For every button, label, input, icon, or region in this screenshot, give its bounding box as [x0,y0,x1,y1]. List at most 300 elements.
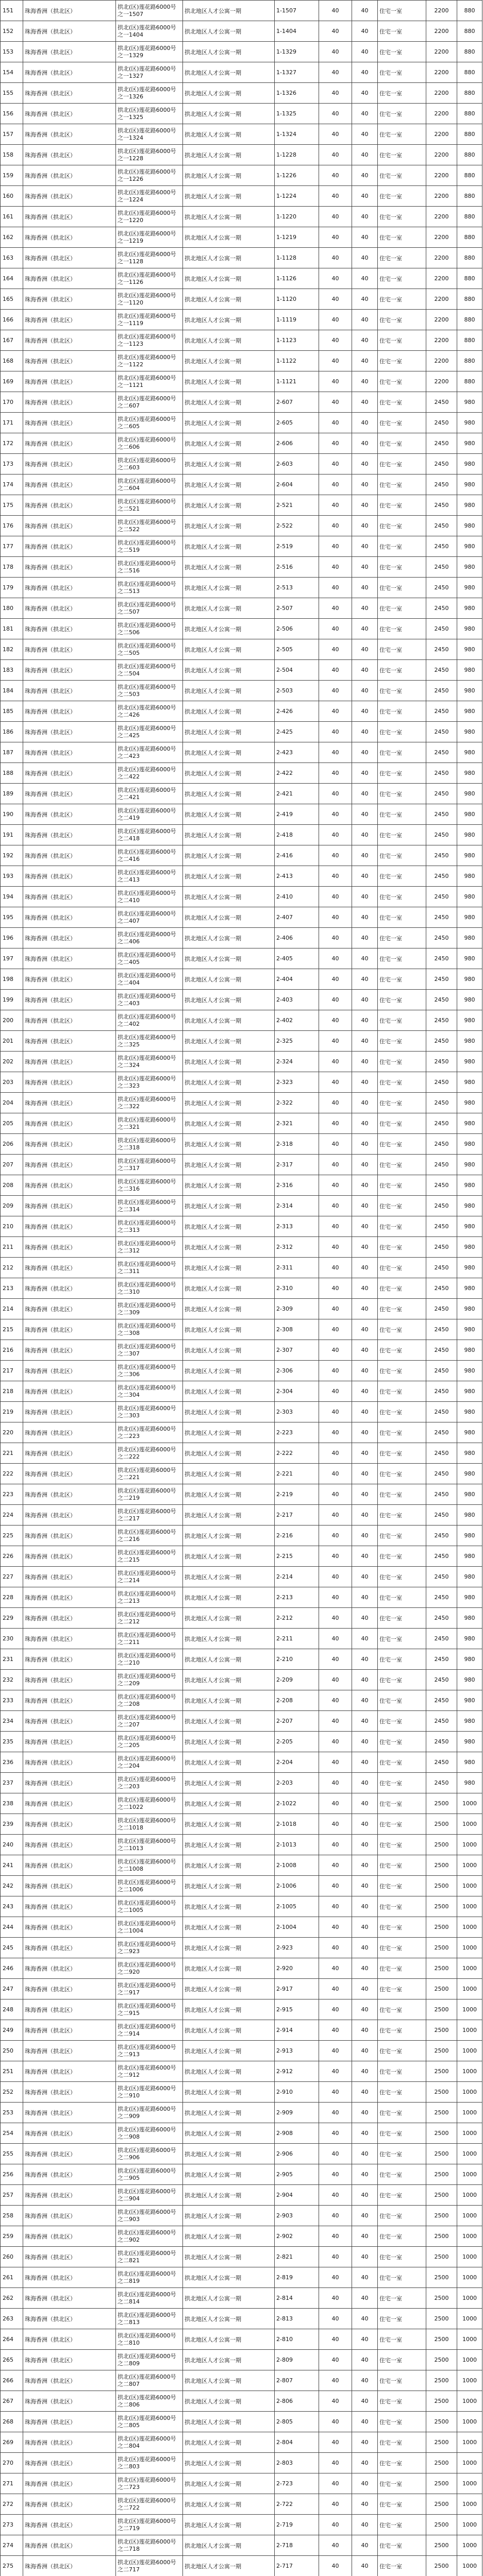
area-cell: 40 [319,2164,352,2185]
table-row [1,2144,482,2164]
table-row [1,2206,482,2226]
floor-area-cell: 40 [352,1,378,21]
district-cell: 珠海香洲（拱北区） [23,433,116,454]
rent-cell: 980 [457,969,482,990]
table-row [1,701,482,722]
project-cell: 拱北地区人才公寓一期 [183,557,275,578]
unit-price-cell: 2200 [426,42,457,62]
project-cell: 拱北地区人才公寓一期 [183,433,275,454]
area-cell: 40 [319,1340,352,1361]
table-row [1,536,482,557]
unit-price-cell: 2500 [426,1793,457,1814]
area-cell: 40 [319,62,352,83]
room-number-cell: 2-309 [275,1299,319,1319]
floor-area-cell: 40 [352,557,378,578]
unit-type-cell: 住宅一室 [378,268,426,289]
rent-cell: 980 [457,639,482,660]
project-cell: 拱北地区人才公寓一期 [183,145,275,165]
unit-type-cell: 住宅一室 [378,1072,426,1093]
room-number-cell: 2-413 [275,866,319,887]
unit-type-cell: 住宅一室 [378,1134,426,1155]
project-cell: 拱北地区人才公寓一期 [183,207,275,227]
unit-type-cell: 住宅一室 [378,1690,426,1711]
rent-cell: 980 [457,1340,482,1361]
rent-cell: 1000 [457,1999,482,2020]
room-number-cell: 2-1006 [275,1876,319,1896]
district-cell: 珠海香洲（拱北区） [23,1649,116,1670]
unit-price-cell: 2450 [426,1505,457,1526]
unit-price-cell: 2500 [426,2329,457,2350]
floor-area-cell: 40 [352,1793,378,1814]
table-row [1,207,482,227]
unit-price-cell: 2200 [426,289,457,310]
unit-price-cell: 2450 [426,433,457,454]
row-number-cell: 265 [1,2350,23,2370]
district-cell: 珠海香洲（拱北区） [23,1196,116,1216]
room-number-cell: 2-604 [275,474,319,495]
area-cell: 40 [319,1155,352,1175]
unit-type-cell: 住宅一室 [378,1649,426,1670]
project-cell: 拱北地区人才公寓一期 [183,2350,275,2370]
address-cell: 拱北(区)莲花路6000号之一1507 [116,1,183,21]
rent-cell: 1000 [457,1793,482,1814]
project-cell: 拱北地区人才公寓一期 [183,990,275,1010]
district-cell: 珠海香洲（拱北区） [23,392,116,413]
area-cell: 40 [319,1814,352,1835]
table-row [1,1649,482,1670]
floor-area-cell: 40 [352,2288,378,2309]
unit-price-cell: 2500 [426,2247,457,2267]
row-number-cell: 182 [1,639,23,660]
project-cell: 拱北地区人才公寓一期 [183,2041,275,2061]
area-cell: 40 [319,1443,352,1464]
row-number-cell: 190 [1,804,23,825]
unit-type-cell: 住宅一室 [378,2164,426,2185]
district-cell: 珠海香洲（拱北区） [23,248,116,268]
unit-price-cell: 2450 [426,1587,457,1608]
floor-area-cell: 40 [352,1896,378,1917]
unit-type-cell: 住宅一室 [378,845,426,866]
table-row [1,2247,482,2267]
room-number-cell: 2-211 [275,1629,319,1649]
project-cell: 拱北地区人才公寓一期 [183,742,275,763]
project-cell: 拱北地区人才公寓一期 [183,2453,275,2473]
unit-type-cell: 住宅一室 [378,1216,426,1237]
district-cell: 珠海香洲（拱北区） [23,948,116,969]
table-row [1,1917,482,1938]
district-cell: 珠海香洲（拱北区） [23,42,116,62]
unit-type-cell: 住宅一室 [378,1938,426,1958]
area-cell: 40 [319,1855,352,1876]
area-cell: 40 [319,2350,352,2370]
address-cell: 拱北(区)莲花路6000号之二404 [116,969,183,990]
table-row [1,1773,482,1793]
rent-cell: 880 [457,21,482,42]
address-cell: 拱北(区)莲花路6000号之二923 [116,1938,183,1958]
unit-type-cell: 住宅一室 [378,1793,426,1814]
district-cell: 珠海香洲（拱北区） [23,1814,116,1835]
table-row [1,1361,482,1381]
project-cell: 拱北地区人才公寓一期 [183,1155,275,1175]
unit-price-cell: 2450 [426,1155,457,1175]
rent-cell: 980 [457,1258,482,1278]
district-cell: 珠海香洲（拱北区） [23,1896,116,1917]
district-cell: 珠海香洲（拱北区） [23,2123,116,2144]
area-cell: 40 [319,21,352,42]
area-cell: 40 [319,2103,352,2123]
project-cell: 拱北地区人才公寓一期 [183,268,275,289]
unit-price-cell: 2450 [426,1361,457,1381]
unit-type-cell: 住宅一室 [378,1319,426,1340]
room-number-cell: 2-324 [275,1052,319,1072]
address-cell: 拱北(区)莲花路6000号之二309 [116,1299,183,1319]
unit-price-cell: 2500 [426,2473,457,2494]
room-number-cell: 2-212 [275,1608,319,1629]
unit-type-cell: 住宅一室 [378,1752,426,1773]
rent-cell: 980 [457,825,482,845]
area-cell: 40 [319,83,352,104]
address-cell: 拱北(区)莲花路6000号之二214 [116,1567,183,1587]
district-cell: 珠海香洲（拱北区） [23,578,116,598]
area-cell: 40 [319,1938,352,1958]
area-cell: 40 [319,536,352,557]
project-cell: 拱北地区人才公寓一期 [183,907,275,928]
row-number-cell: 259 [1,2226,23,2247]
area-cell: 40 [319,763,352,784]
project-cell: 拱北地区人才公寓一期 [183,598,275,619]
address-cell: 拱北(区)莲花路6000号之二904 [116,2185,183,2206]
unit-type-cell: 住宅一室 [378,2020,426,2041]
unit-type-cell: 住宅一室 [378,1567,426,1587]
unit-price-cell: 2450 [426,825,457,845]
unit-type-cell: 住宅一室 [378,2370,426,2391]
address-cell: 拱北(区)莲花路6000号之二410 [116,887,183,907]
unit-price-cell: 2450 [426,1484,457,1505]
rent-cell: 980 [457,392,482,413]
address-cell: 拱北(区)莲花路6000号之二513 [116,578,183,598]
unit-type-cell: 住宅一室 [378,1587,426,1608]
unit-type-cell: 住宅一室 [378,474,426,495]
unit-price-cell: 2450 [426,454,457,474]
rent-cell: 980 [457,1175,482,1196]
table-row [1,1093,482,1113]
district-cell: 珠海香洲（拱北区） [23,1381,116,1402]
row-number-cell: 253 [1,2103,23,2123]
table-row [1,1793,482,1814]
area-cell: 40 [319,2226,352,2247]
area-cell: 40 [319,1072,352,1093]
project-cell: 拱北地区人才公寓一期 [183,1958,275,1979]
project-cell: 拱北地区人才公寓一期 [183,351,275,371]
area-cell: 40 [319,887,352,907]
unit-type-cell: 住宅一室 [378,2412,426,2432]
area-cell: 40 [319,1402,352,1422]
area-cell: 40 [319,516,352,536]
project-cell: 拱北地区人才公寓一期 [183,227,275,248]
district-cell: 珠海香洲（拱北区） [23,1773,116,1793]
area-cell: 40 [319,2309,352,2329]
room-number-cell: 1-1226 [275,165,319,186]
district-cell: 珠海香洲（拱北区） [23,2144,116,2164]
unit-type-cell: 住宅一室 [378,1773,426,1793]
floor-area-cell: 40 [352,825,378,845]
room-number-cell: 2-519 [275,536,319,557]
area-cell: 40 [319,2412,352,2432]
floor-area-cell: 40 [352,887,378,907]
unit-price-cell: 2450 [426,1278,457,1299]
unit-type-cell: 住宅一室 [378,413,426,433]
unit-type-cell: 住宅一室 [378,763,426,784]
table-row [1,1896,482,1917]
rent-cell: 1000 [457,2412,482,2432]
area-cell: 40 [319,1134,352,1155]
area-cell: 40 [319,351,352,371]
floor-area-cell: 40 [352,1999,378,2020]
project-cell: 拱北地区人才公寓一期 [183,2185,275,2206]
rent-cell: 1000 [457,2556,482,2576]
district-cell: 珠海香洲（拱北区） [23,1917,116,1938]
unit-type-cell: 住宅一室 [378,1855,426,1876]
floor-area-cell: 40 [352,1484,378,1505]
area-cell: 40 [319,866,352,887]
address-cell: 拱北(区)莲花路6000号之一1324 [116,124,183,145]
room-number-cell: 1-1220 [275,207,319,227]
unit-price-cell: 2450 [426,1299,457,1319]
table-row [1,2041,482,2061]
row-number-cell: 155 [1,83,23,104]
project-cell: 拱北地区人才公寓一期 [183,804,275,825]
room-number-cell: 2-402 [275,1010,319,1031]
project-cell: 拱北地区人才公寓一期 [183,2061,275,2082]
district-cell: 珠海香洲（拱北区） [23,21,116,42]
district-cell: 珠海香洲（拱北区） [23,2432,116,2453]
district-cell: 珠海香洲（拱北区） [23,1258,116,1278]
address-cell: 拱北(区)莲花路6000号之二421 [116,784,183,804]
project-cell: 拱北地区人才公寓一期 [183,1505,275,1526]
table-row [1,2267,482,2288]
row-number-cell: 166 [1,310,23,330]
rent-cell: 880 [457,310,482,330]
floor-area-cell: 40 [352,1031,378,1052]
district-cell: 珠海香洲（拱北区） [23,1319,116,1340]
unit-price-cell: 2500 [426,2556,457,2576]
table-body [1,1,482,2576]
project-cell: 拱北地区人才公寓一期 [183,825,275,845]
area-cell: 40 [319,2123,352,2144]
floor-area-cell: 40 [352,1773,378,1793]
area-cell: 40 [319,1113,352,1134]
row-number-cell: 223 [1,1484,23,1505]
unit-price-cell: 2500 [426,2206,457,2226]
table-row [1,1958,482,1979]
district-cell: 珠海香洲（拱北区） [23,2370,116,2391]
area-cell: 40 [319,1299,352,1319]
table-row [1,330,482,351]
unit-type-cell: 住宅一室 [378,2515,426,2535]
area-cell: 40 [319,1258,352,1278]
table-row [1,1,482,21]
district-cell: 珠海香洲（拱北区） [23,165,116,186]
unit-price-cell: 2200 [426,165,457,186]
project-cell: 拱北地区人才公寓一期 [183,1,275,21]
unit-type-cell: 住宅一室 [378,928,426,948]
project-cell: 拱北地区人才公寓一期 [183,681,275,701]
area-cell: 40 [319,1464,352,1484]
unit-price-cell: 2200 [426,124,457,145]
project-cell: 拱北地区人才公寓一期 [183,186,275,207]
rent-cell: 980 [457,660,482,681]
room-number-cell: 2-209 [275,1670,319,1690]
district-cell: 珠海香洲（拱北区） [23,413,116,433]
unit-type-cell: 住宅一室 [378,557,426,578]
address-cell: 拱北(区)莲花路6000号之二504 [116,660,183,681]
floor-area-cell: 40 [352,1072,378,1093]
address-cell: 拱北(区)莲花路6000号之二209 [116,1670,183,1690]
unit-type-cell: 住宅一室 [378,1711,426,1732]
row-number-cell: 227 [1,1567,23,1587]
floor-area-cell: 40 [352,845,378,866]
unit-type-cell: 住宅一室 [378,289,426,310]
area-cell: 40 [319,474,352,495]
area-cell: 40 [319,2288,352,2309]
room-number-cell: 1-1325 [275,104,319,124]
table-row [1,1979,482,1999]
project-cell: 拱北地区人才公寓一期 [183,1670,275,1690]
room-number-cell: 2-1022 [275,1793,319,1814]
table-row [1,186,482,207]
row-number-cell: 224 [1,1505,23,1526]
area-cell: 40 [319,2453,352,2473]
rent-cell: 980 [457,1546,482,1567]
unit-price-cell: 2200 [426,145,457,165]
row-number-cell: 205 [1,1113,23,1134]
address-cell: 拱北(区)莲花路6000号之二913 [116,2041,183,2061]
address-cell: 拱北(区)莲花路6000号之二914 [116,2020,183,2041]
address-cell: 拱北(区)莲花路6000号之二323 [116,1072,183,1093]
room-number-cell: 2-920 [275,1958,319,1979]
rent-cell: 980 [457,1361,482,1381]
rent-cell: 1000 [457,2103,482,2123]
district-cell: 珠海香洲（拱北区） [23,1175,116,1196]
area-cell: 40 [319,1526,352,1546]
rent-cell: 880 [457,227,482,248]
address-cell: 拱北(区)莲花路6000号之一1119 [116,310,183,330]
project-cell: 拱北地区人才公寓一期 [183,2206,275,2226]
unit-price-cell: 2500 [426,2350,457,2370]
unit-type-cell: 住宅一室 [378,1052,426,1072]
project-cell: 拱北地区人才公寓一期 [183,248,275,268]
area-cell: 40 [319,268,352,289]
row-number-cell: 230 [1,1629,23,1649]
floor-area-cell: 40 [352,392,378,413]
project-cell: 拱北地区人才公寓一期 [183,2370,275,2391]
rent-cell: 1000 [457,2535,482,2556]
unit-type-cell: 住宅一室 [378,825,426,845]
address-cell: 拱北(区)莲花路6000号之二212 [116,1608,183,1629]
unit-type-cell: 住宅一室 [378,969,426,990]
row-number-cell: 207 [1,1155,23,1175]
rent-cell: 880 [457,248,482,268]
rent-cell: 1000 [457,2494,482,2515]
room-number-cell: 2-425 [275,722,319,742]
row-number-cell: 236 [1,1752,23,1773]
district-cell: 珠海香洲（拱北区） [23,1958,116,1979]
floor-area-cell: 40 [352,907,378,928]
address-cell: 拱北(区)莲花路6000号之二210 [116,1649,183,1670]
room-number-cell: 2-312 [275,1237,319,1258]
area-cell: 40 [319,784,352,804]
project-cell: 拱北地区人才公寓一期 [183,1793,275,1814]
address-cell: 拱北(区)莲花路6000号之二416 [116,845,183,866]
rent-cell: 880 [457,124,482,145]
table-row [1,62,482,83]
rent-cell: 880 [457,186,482,207]
row-number-cell: 247 [1,1979,23,1999]
floor-area-cell: 40 [352,1422,378,1443]
address-cell: 拱北(区)莲花路6000号之二1004 [116,1917,183,1938]
row-number-cell: 169 [1,371,23,392]
area-cell: 40 [319,1567,352,1587]
floor-area-cell: 40 [352,1278,378,1299]
district-cell: 珠海香洲（拱北区） [23,310,116,330]
rent-cell: 980 [457,742,482,763]
area-cell: 40 [319,1999,352,2020]
rent-cell: 980 [457,1113,482,1134]
table-row [1,1175,482,1196]
floor-area-cell: 40 [352,62,378,83]
table-row [1,660,482,681]
floor-area-cell: 40 [352,804,378,825]
district-cell: 珠海香洲（拱北区） [23,1526,116,1546]
unit-type-cell: 住宅一室 [378,1505,426,1526]
address-cell: 拱北(区)莲花路6000号之二322 [116,1093,183,1113]
unit-type-cell: 住宅一室 [378,1979,426,1999]
floor-area-cell: 40 [352,681,378,701]
rent-cell: 1000 [457,1855,482,1876]
district-cell: 珠海香洲（拱北区） [23,1546,116,1567]
table-row [1,1072,482,1093]
room-number-cell: 2-805 [275,2412,319,2432]
row-number-cell: 176 [1,516,23,536]
floor-area-cell: 40 [352,660,378,681]
row-number-cell: 192 [1,845,23,866]
area-cell: 40 [319,433,352,454]
rent-cell: 980 [457,557,482,578]
address-cell: 拱北(区)莲花路6000号之二221 [116,1464,183,1484]
row-number-cell: 185 [1,701,23,722]
table-row [1,289,482,310]
area-cell: 40 [319,2329,352,2350]
unit-type-cell: 住宅一室 [378,1422,426,1443]
district-cell: 珠海香洲（拱北区） [23,227,116,248]
unit-type-cell: 住宅一室 [378,62,426,83]
row-number-cell: 257 [1,2185,23,2206]
table-row [1,145,482,165]
table-row [1,124,482,145]
address-cell: 拱北(区)莲花路6000号之二413 [116,866,183,887]
area-cell: 40 [319,722,352,742]
rent-cell: 1000 [457,2206,482,2226]
area-cell: 40 [319,104,352,124]
floor-area-cell: 40 [352,2535,378,2556]
rent-cell: 1000 [457,2309,482,2329]
area-cell: 40 [319,2206,352,2226]
project-cell: 拱北地区人才公寓一期 [183,763,275,784]
room-number-cell: 2-503 [275,681,319,701]
unit-price-cell: 2500 [426,2226,457,2247]
area-cell: 40 [319,495,352,516]
table-row [1,1567,482,1587]
